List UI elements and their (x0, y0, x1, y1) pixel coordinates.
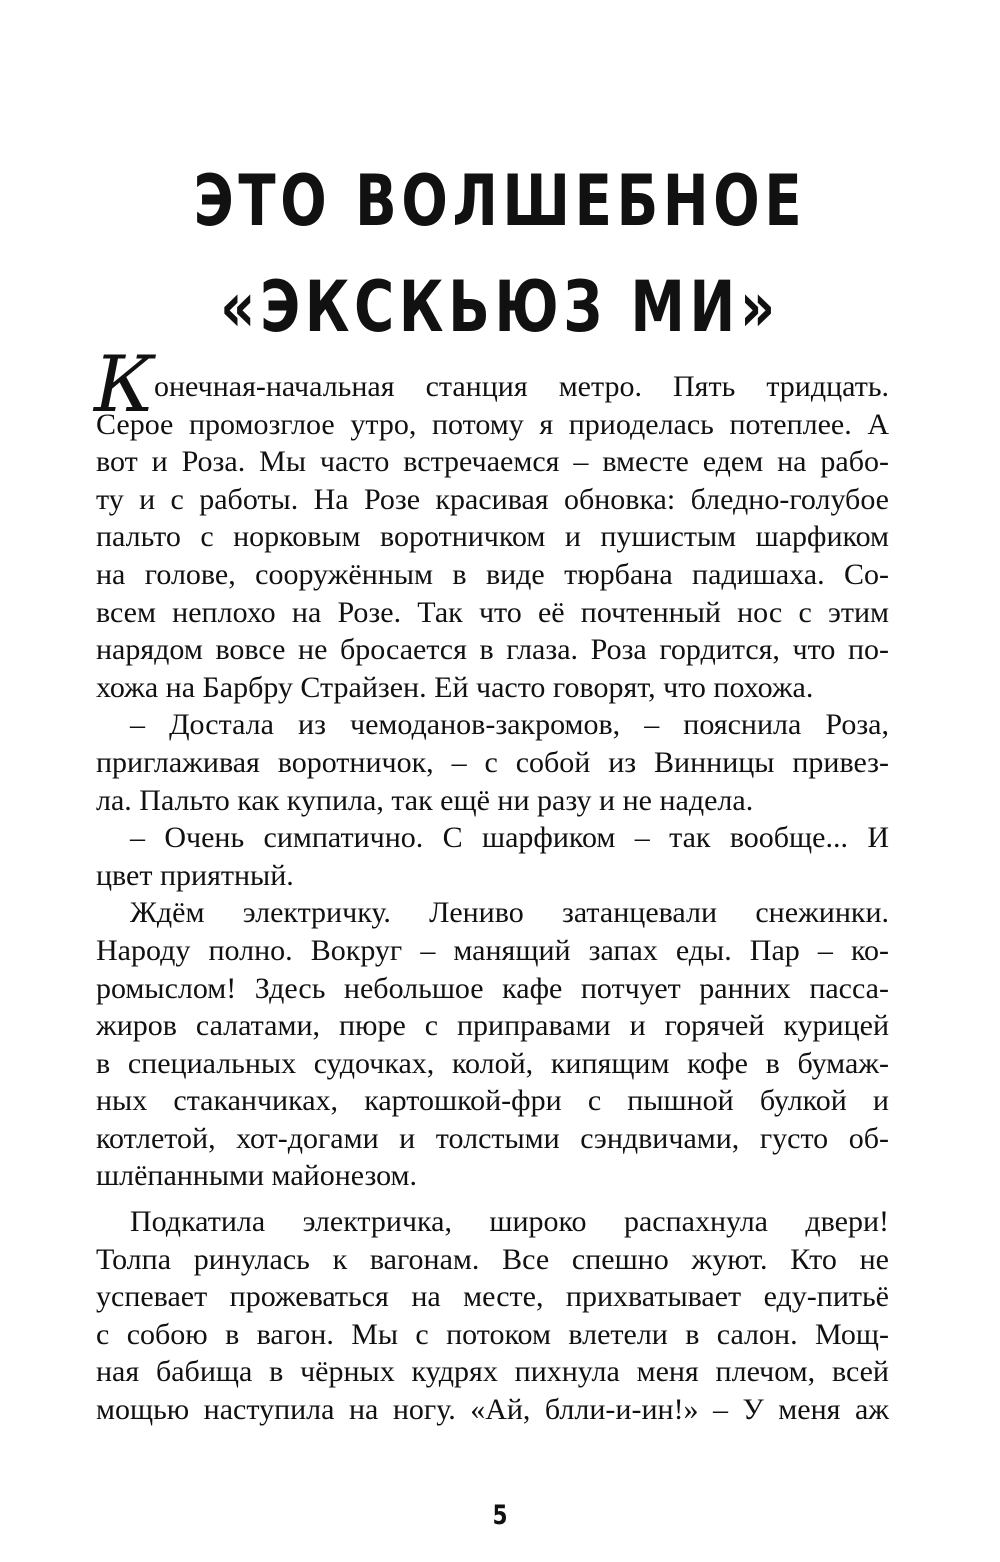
page-number: 5 (492, 1500, 508, 1531)
text-line: котлетой, хот-догами и толстыми сэндвичами, густо об- (96, 1121, 889, 1155)
text-line: цвет приятный. (96, 858, 294, 892)
drop-cap: К (94, 340, 155, 430)
text-line: с собою в вагон. Мы с потоком влетели в салон. Мощ- (96, 1317, 889, 1351)
text-line: нарядом вовсе не бросается в глаза. Роза гордится, что по- (96, 633, 889, 667)
text-line: Ждём электричку. Лениво затанцевали снежинки. (130, 896, 889, 930)
text-line: ла. Пальто как купила, так ещё ни разу и не надела. (96, 783, 754, 817)
text-line: Серое промозглое утро, потому я приоделась потеплее. А (96, 407, 889, 441)
text-line: пальто с норковым воротничком и пушистым шарфиком (96, 520, 889, 554)
text-line: шлёпанными майонезом. (96, 1159, 418, 1193)
text-line: всем неплохо на Розе. Так что её почтенный нос с этим (96, 595, 889, 629)
text-line: на голове, сооружённым в виде тюрбана падишаха. Со- (96, 557, 889, 591)
text-line: хожа на Барбру Страйзен. Ей часто говорят, что похожа. (96, 670, 814, 704)
paragraph-gap (96, 1195, 889, 1203)
text-line: – Достала из чемоданов-закромов, – пояснила Роза, (130, 708, 889, 742)
chapter-title-line-1: ЭТО ВОЛШЕБНОЕ (193, 160, 807, 242)
text-line: – Очень симпатично. С шарфиком – так вообще... И (130, 821, 889, 855)
text-line: ная бабища в чёрных кудрях пихнула меня плечом, всей (96, 1355, 889, 1389)
text-line: успевает прожеваться на месте, прихватывает еду-питьё (96, 1280, 889, 1314)
paragraph (96, 1203, 889, 1429)
paragraph (96, 894, 889, 1195)
text-line: в специальных судочках, колой, кипящим кофе в бумаж- (96, 1046, 889, 1080)
text-line: ных стаканчиках, картошкой-фри с пышной булкой и (96, 1084, 889, 1118)
body-text (94, 340, 889, 1429)
text-line: Толпа ринулась к вагонам. Все спешно жуют. Кто не (96, 1242, 889, 1276)
text-line: Народу полно. Вокруг – манящий запах еды. Пар – ко- (96, 933, 889, 967)
text-line: К онечная-начальная станция метро. Пять тридцать. (94, 340, 889, 430)
paragraph (96, 706, 889, 819)
chapter-title-line-2: «ЭКСКЬЮЗ МИ» (220, 266, 780, 348)
paragraph (94, 340, 889, 706)
text-line: мощью наступила на ногу. «Ай, блли-и-ин!» – У меня аж (96, 1393, 889, 1427)
text-line: жиров салатами, пюре с приправами и горячей курицей (96, 1009, 889, 1043)
text-line: ромыслом! Здесь небольшое кафе потчует ранних пасса- (96, 971, 889, 1005)
text-line: вот и Роза. Мы часто встречаемся – вместе едем на рабо- (96, 445, 889, 479)
text-line: ту и с работы. На Розе красивая обновка: бледно-голубое (96, 482, 889, 516)
chapter-title (110, 148, 890, 360)
text-line: приглаживая воротничок, – с собой из Винницы привез- (96, 745, 889, 779)
paragraph (96, 819, 889, 894)
text-line: Подкатила электричка, широко распахнула двери! (130, 1205, 889, 1239)
